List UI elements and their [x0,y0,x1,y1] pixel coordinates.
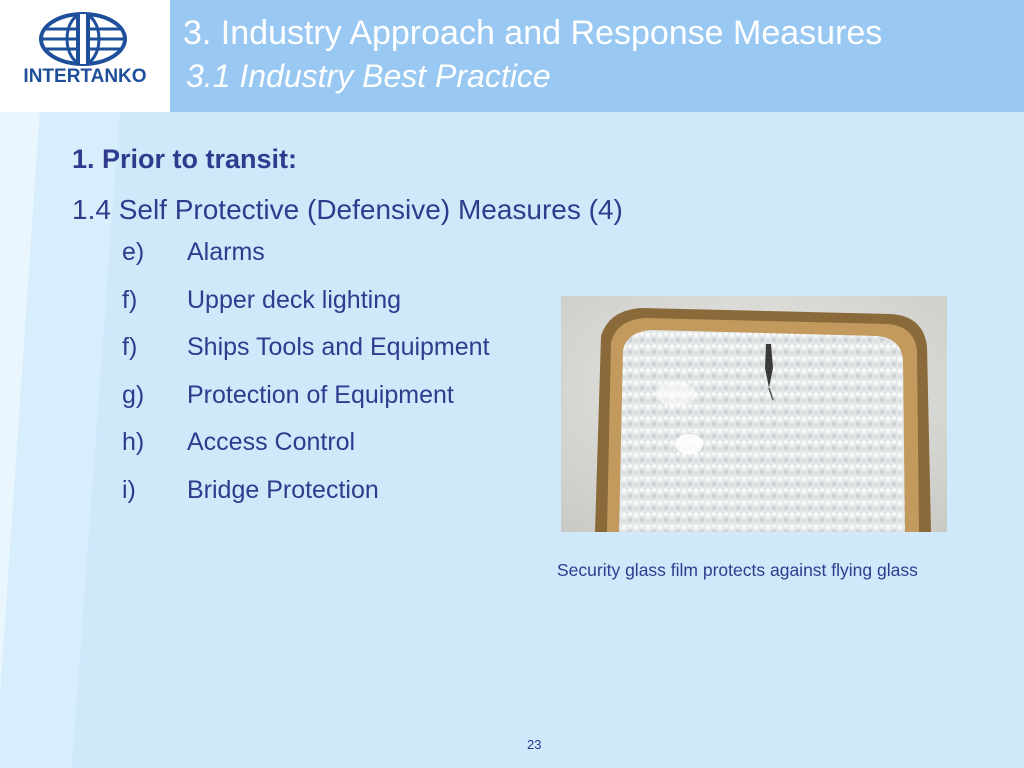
list-item-text: Protection of Equipment [187,380,454,409]
list-marker: e) [122,238,145,266]
list-marker: f) [122,333,138,362]
logo [0,0,170,112]
page-subtitle: 3.1 Industry Best Practice [186,58,551,94]
image-caption: Security glass film protects against flying glass [557,560,918,580]
list-marker: g) [122,380,145,409]
list-item-text: Bridge Protection [187,475,379,504]
section-subheading: 1.4 Self Protective (Defensive) Measures (4) [72,194,623,225]
list-marker: i) [122,475,136,504]
page-title: 3. Industry Approach and Response Measures [183,14,883,52]
security-glass-photo [561,296,947,532]
list-item-text: Ships Tools and Equipment [187,333,490,362]
list-item-text: Access Control [187,428,356,457]
list-item-text: Alarms [187,238,265,266]
list-item-text: Upper deck lighting [187,285,402,314]
page-number: 23 [527,737,542,752]
list-marker: h) [122,428,145,457]
globe-icon [38,12,128,66]
list-marker: f) [122,285,138,314]
logo-text: INTERTANKO [23,66,147,87]
section-heading: 1. Prior to transit: [72,144,298,174]
